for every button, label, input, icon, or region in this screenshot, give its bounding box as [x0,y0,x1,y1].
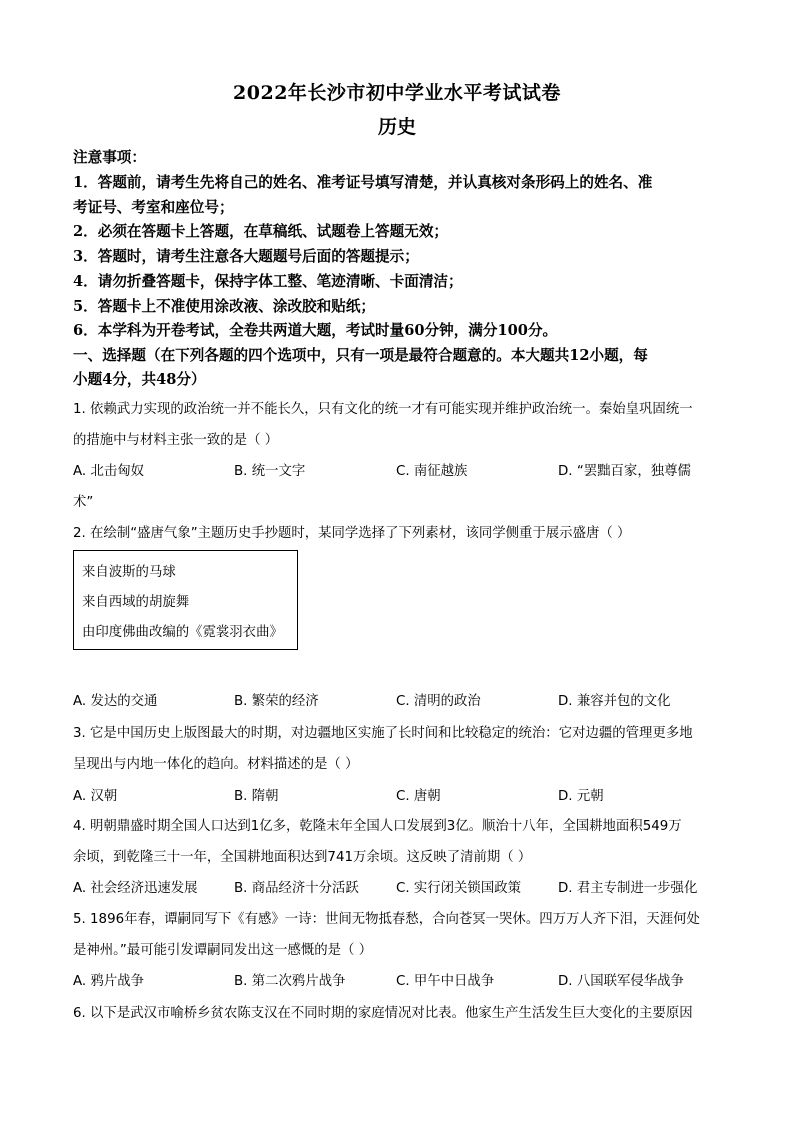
section-heading-cont: 小题4分，共48分） [73,371,206,388]
question-5-stem: 5. 1896年春，谭嗣同写下《有感》一诗：世间无物抵春愁，合向苍冥一哭休。四万万人齐下泪，天涯何处 [73,912,700,927]
question-2-option-b[interactable]: B. 繁荣的经济 [234,694,319,709]
notes-heading: 注意事项： [73,149,146,166]
note-item: 5．答题卡上不准使用涂改液、涂改胶和贴纸； [73,298,376,315]
section-heading: 一、选择题（在下列各题的四个选项中，只有一项是最符合题意的。本大题共12小题，每 [73,347,648,364]
material-line: 由印度佛曲改编的《霓裳羽衣曲》 [82,625,283,640]
note-item: 4．请勿折叠答题卡，保持字体工整、笔迹清晰、卡面清洁； [73,273,463,290]
question-4-stem: 4. 明朝鼎盛时期全国人口达到1亿多，乾隆末年全国人口发展到3亿。顺治十八年，全国耕地面积549万 [73,819,682,834]
question-5-option-b[interactable]: B. 第二次鸦片战争 [234,974,346,989]
question-3-stem-cont: 呈现出与内地一体化的趋向。材料描述的是（ ） [73,757,359,772]
question-1-option-d-cont: 术” [73,495,94,510]
question-3-option-d[interactable]: D. 元朝 [558,789,604,804]
material-line: 来自波斯的马球 [82,565,176,580]
question-5-option-c[interactable]: C. 甲午中日战争 [396,974,495,989]
note-item: 6．本学科为开卷考试，全卷共两道大题，考试时量60分钟，满分100分。 [73,322,558,339]
question-6-stem: 6. 以下是武汉市喻桥乡贫农陈支汉在不同时期的家庭情况对比表。他家生产生活发生巨大变化的主要原因 [73,1006,693,1021]
subject-title: 历史 [377,116,416,138]
question-5-stem-cont: 是神州。”最可能引发谭嗣同发出这一感慨的是（ ） [73,943,373,958]
question-1-stem-cont: 的措施中与材料主张一致的是（ ） [73,433,279,448]
question-3-option-a[interactable]: A. 汉朝 [73,789,118,804]
note-item: 2．必须在答题卡上答题，在草稿纸、试题卷上答题无效； [73,223,449,240]
question-4-option-b[interactable]: B. 商品经济十分活跃 [234,881,359,896]
question-1-option-b[interactable]: B. 统一文字 [234,464,306,479]
question-1-option-d[interactable]: D. “罢黜百家，独尊儒 [558,464,691,479]
note-item: 考证号、考室和座位号； [73,199,234,216]
question-4-option-a[interactable]: A. 社会经济迅速发展 [73,881,198,896]
question-2-option-c[interactable]: C. 清明的政治 [396,694,481,709]
question-4-option-d[interactable]: D. 君主专制进一步强化 [558,881,698,896]
question-4-stem-cont: 余顷，到乾隆三十一年，全国耕地面积达到741万余顷。这反映了清前期（ ） [73,850,532,865]
question-2-option-d[interactable]: D. 兼容并包的文化 [558,694,671,709]
question-1-option-c[interactable]: C. 南征越族 [396,464,468,479]
material-line: 来自西域的胡旋舞 [82,595,190,610]
question-1-option-a[interactable]: A. 北击匈奴 [73,464,144,479]
question-5-option-d[interactable]: D. 八国联军侵华战争 [558,974,684,989]
question-1-stem: 1. 依赖武力实现的政治统一并不能长久，只有文化的统一才有可能实现并维护政治统一。秦始皇巩固统一 [73,402,693,417]
question-2-material-box [73,550,298,650]
question-2-option-a[interactable]: A. 发达的交通 [73,694,158,709]
note-item: 1．答题前，请考生先将自己的姓名、准考证号填写清楚，并认真核对条形码上的姓名、准 [73,174,653,191]
question-4-option-c[interactable]: C. 实行闭关锁国政策 [396,881,521,896]
exam-title: 2022年长沙市初中学业水平考试试卷 [233,82,561,104]
question-5-option-a[interactable]: A. 鸦片战争 [73,974,144,989]
question-3-option-b[interactable]: B. 隋朝 [234,789,279,804]
question-3-option-c[interactable]: C. 唐朝 [396,789,441,804]
question-2-stem: 2. 在绘制“盛唐气象”主题历史手抄题时，某同学选择了下列素材，该同学侧重于展示盛唐（ ） [73,526,631,541]
question-3-stem: 3. 它是中国历史上版图最大的时期，对边疆地区实施了长时间和比较稳定的统治：它对边疆的管理更多地 [73,726,693,741]
note-item: 3．答题时，请考生注意各大题题号后面的答题提示； [73,248,419,265]
